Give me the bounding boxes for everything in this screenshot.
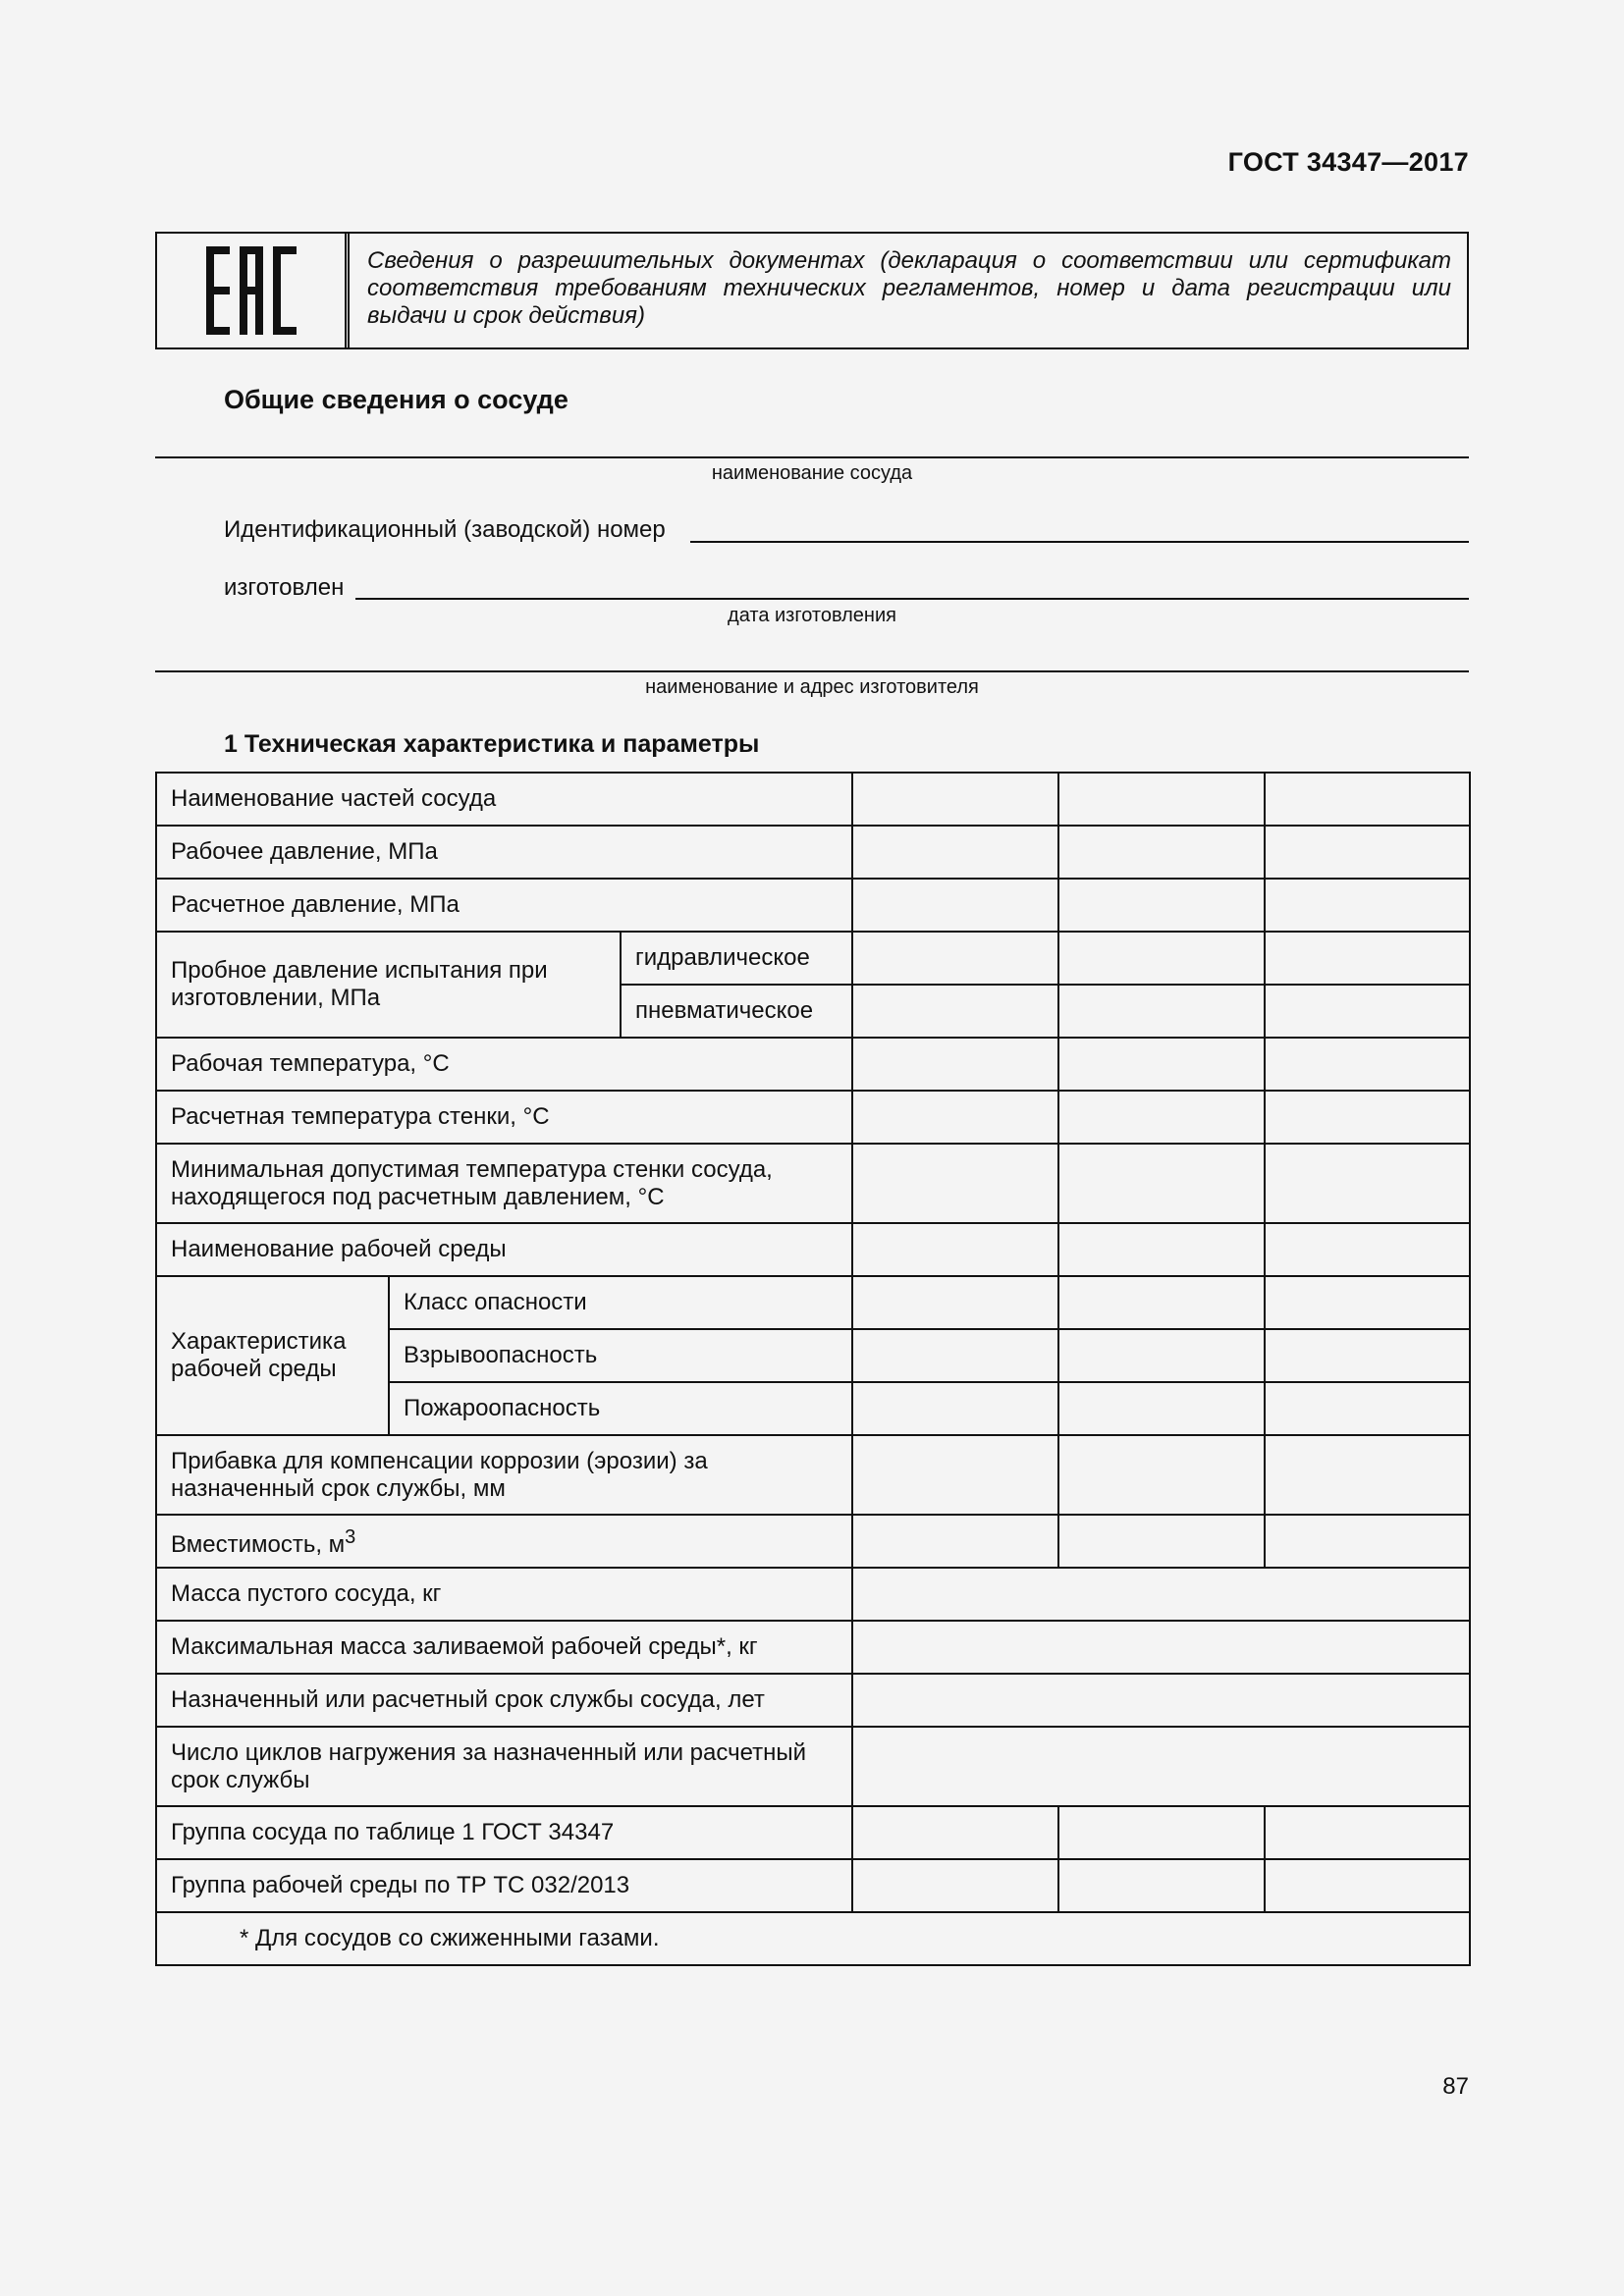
table-row [156, 1276, 1470, 1329]
table-row [156, 1568, 1470, 1621]
eac-description: Сведения о разрешительных документах (декларация о соответствии или сертификат соответствия требованиям технических регламентов, номер и дата регистрации или выдачи и срок действия) [367, 247, 1451, 329]
value-cell[interactable] [1265, 1276, 1470, 1329]
technical-parameters-table [155, 772, 1471, 1966]
table-row [156, 1144, 1470, 1223]
value-cell[interactable] [1265, 1038, 1470, 1091]
eac-info-box [155, 232, 1469, 349]
value-cell[interactable] [852, 1568, 1470, 1621]
row-label: Рабочая температура, °С [156, 1038, 852, 1091]
sub-row-label: Пожароопасность [389, 1382, 852, 1435]
value-cell[interactable] [852, 826, 1058, 879]
table-row [156, 1806, 1470, 1859]
row-label: Характеристика рабочей среды [156, 1276, 389, 1435]
row-label [156, 1515, 852, 1568]
row-label: Минимальная допустимая температура стенки сосуда, находящегося под расчетным давлением, °С [156, 1144, 852, 1223]
value-cell[interactable] [852, 773, 1058, 826]
sub-row-label: Класс опасности [389, 1276, 852, 1329]
value-cell[interactable] [852, 1727, 1470, 1806]
row-label: Группа сосуда по таблице 1 ГОСТ 34347 [156, 1806, 852, 1859]
capacity-unit-exponent: 3 [345, 1526, 356, 1548]
eac-mark-icon [206, 246, 297, 335]
general-info-title: Общие сведения о сосуде [224, 385, 568, 414]
value-cell[interactable] [1265, 773, 1470, 826]
id-number-label: Идентификационный (заводской) номер [224, 516, 666, 543]
value-cell[interactable] [1058, 932, 1265, 985]
vessel-name-caption: наименование сосуда [711, 462, 913, 484]
value-cell[interactable] [1058, 1435, 1265, 1515]
value-cell[interactable] [1058, 1038, 1265, 1091]
value-cell[interactable] [1058, 1806, 1265, 1859]
value-cell[interactable] [852, 1329, 1058, 1382]
value-cell[interactable] [1058, 1276, 1265, 1329]
table-row [156, 879, 1470, 932]
manufacturer-line[interactable] [155, 670, 1469, 672]
row-label: Максимальная масса заливаемой рабочей среды*, кг [156, 1621, 852, 1674]
page-number: 87 [1442, 2073, 1469, 2100]
value-cell[interactable] [1265, 1859, 1470, 1912]
value-cell[interactable] [1058, 1144, 1265, 1223]
row-label: Наименование рабочей среды [156, 1223, 852, 1276]
value-cell[interactable] [1058, 1091, 1265, 1144]
value-cell[interactable] [1265, 879, 1470, 932]
sub-row-label: Взрывоопасность [389, 1329, 852, 1382]
capacity-label: Вместимость, м [171, 1531, 346, 1558]
table-row [156, 1859, 1470, 1912]
value-cell[interactable] [852, 1038, 1058, 1091]
value-cell[interactable] [852, 879, 1058, 932]
value-cell[interactable] [1265, 1435, 1470, 1515]
row-label: Рабочее давление, МПа [156, 826, 852, 879]
vessel-name-line[interactable] [155, 456, 1469, 458]
row-label: Расчетная температура стенки, °С [156, 1091, 852, 1144]
row-label: Назначенный или расчетный срок службы сосуда, лет [156, 1674, 852, 1727]
value-cell[interactable] [852, 932, 1058, 985]
value-cell[interactable] [1265, 1329, 1470, 1382]
manufacture-date-line[interactable] [355, 598, 1469, 600]
table-row [156, 773, 1470, 826]
table-footnote: * Для сосудов со сжиженными газами. [156, 1912, 1470, 1965]
row-label: Наименование частей сосуда [156, 773, 852, 826]
table-row [156, 1091, 1470, 1144]
technical-title: 1 Техническая характеристика и параметры [224, 730, 760, 758]
value-cell[interactable] [1058, 826, 1265, 879]
sub-row-label: пневматическое [621, 985, 852, 1038]
value-cell[interactable] [1265, 1144, 1470, 1223]
value-cell[interactable] [1265, 1382, 1470, 1435]
value-cell[interactable] [1265, 826, 1470, 879]
row-label: Расчетное давление, МПа [156, 879, 852, 932]
table-row [156, 1435, 1470, 1515]
value-cell[interactable] [852, 1223, 1058, 1276]
value-cell[interactable] [1265, 985, 1470, 1038]
value-cell[interactable] [1058, 1859, 1265, 1912]
value-cell[interactable] [1058, 1223, 1265, 1276]
manufactured-label: изготовлен [224, 574, 345, 601]
value-cell[interactable] [1265, 932, 1470, 985]
value-cell[interactable] [852, 985, 1058, 1038]
value-cell[interactable] [1058, 879, 1265, 932]
value-cell[interactable] [852, 1144, 1058, 1223]
value-cell[interactable] [852, 1276, 1058, 1329]
value-cell[interactable] [852, 1859, 1058, 1912]
table-row [156, 1912, 1470, 1965]
eac-logo-cell [157, 234, 350, 347]
value-cell[interactable] [1265, 1223, 1470, 1276]
table-row [156, 1038, 1470, 1091]
value-cell[interactable] [1265, 1515, 1470, 1568]
row-label: Пробное давление испытания при изготовлении, МПа [156, 932, 621, 1038]
manufacture-date-caption: дата изготовления [728, 605, 896, 626]
table-row [156, 1621, 1470, 1674]
value-cell[interactable] [1058, 1382, 1265, 1435]
standard-code: ГОСТ 34347—2017 [1227, 147, 1469, 177]
value-cell[interactable] [852, 1435, 1058, 1515]
row-label: Масса пустого сосуда, кг [156, 1568, 852, 1621]
value-cell[interactable] [852, 1091, 1058, 1144]
value-cell[interactable] [852, 1621, 1470, 1674]
row-label: Группа рабочей среды по ТР ТС 032/2013 [156, 1859, 852, 1912]
manufacturer-caption: наименование и адрес изготовителя [645, 676, 979, 698]
id-number-line[interactable] [690, 541, 1469, 543]
table-row [156, 826, 1470, 879]
value-cell[interactable] [1058, 773, 1265, 826]
value-cell[interactable] [1058, 1515, 1265, 1568]
table-row [156, 932, 1470, 985]
table-row [156, 1515, 1470, 1568]
table-row [156, 1727, 1470, 1806]
value-cell[interactable] [1058, 1329, 1265, 1382]
value-cell[interactable] [852, 1515, 1058, 1568]
value-cell[interactable] [852, 1674, 1470, 1727]
value-cell[interactable] [852, 1382, 1058, 1435]
row-label: Число циклов нагружения за назначенный или расчетный срок службы [156, 1727, 852, 1806]
row-label: Прибавка для компенсации коррозии (эрозии) за назначенный срок службы, мм [156, 1435, 852, 1515]
table-row [156, 1223, 1470, 1276]
value-cell[interactable] [1265, 1091, 1470, 1144]
value-cell[interactable] [1058, 985, 1265, 1038]
value-cell[interactable] [1265, 1806, 1470, 1859]
table-row [156, 1674, 1470, 1727]
value-cell[interactable] [852, 1806, 1058, 1859]
sub-row-label: гидравлическое [621, 932, 852, 985]
